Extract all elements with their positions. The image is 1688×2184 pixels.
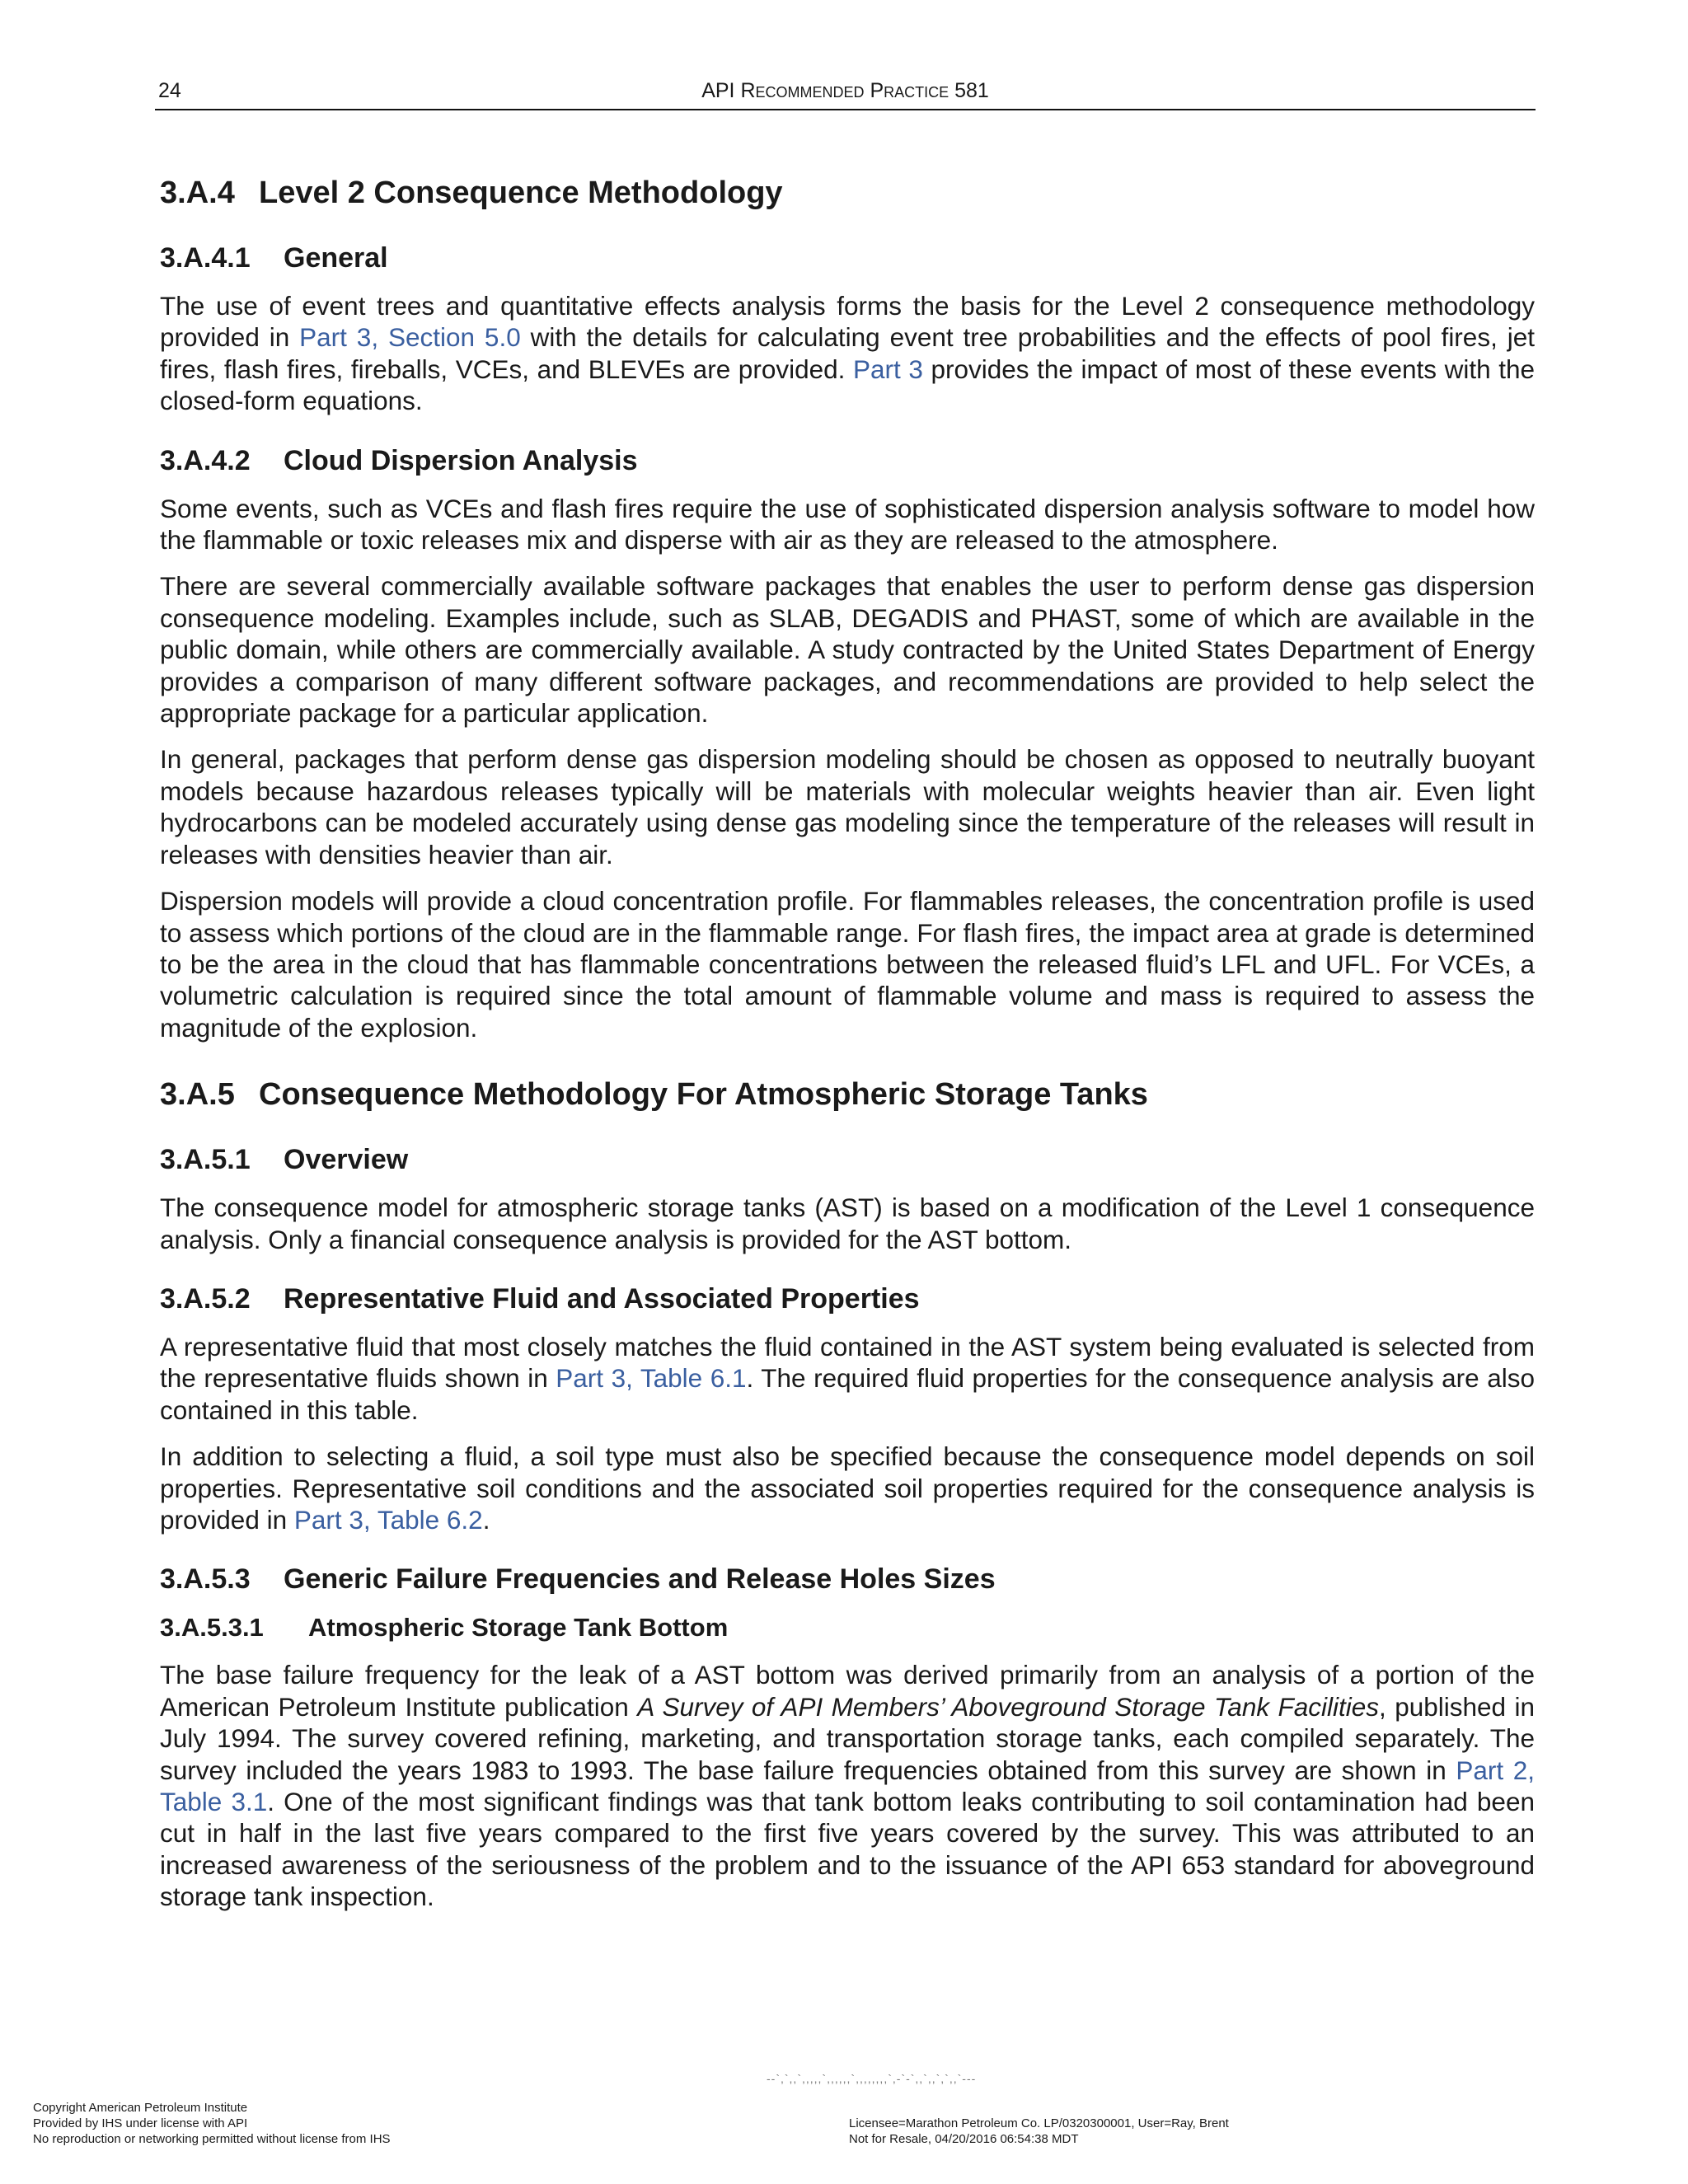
paragraph-overview: The consequence model for atmospheric storage tanks (AST) is based on a modification of the Level 1 consequence analysis. Only a financial consequence analysis is provided for the AST bottom.	[160, 1193, 1535, 1254]
subsection-heading-3a52	[160, 1282, 1535, 1316]
section-heading-3a5	[160, 1075, 1535, 1114]
subsection-title: Representative Fluid and Associated Properties	[284, 1282, 920, 1315]
text-run: , published in July 1994. The survey covered refining, marketing, and transportation storage tanks, each compiled separately. The survey included the years 1983 to 1993. The base failure frequencies obtained from this survey are shown in	[160, 1691, 1535, 1785]
footer-line: Copyright American Petroleum Institute	[33, 2101, 248, 2115]
paragraph-general	[160, 290, 1535, 417]
subsubsection-number: 3.A.5.3.1	[160, 1613, 264, 1643]
publication-title: A Survey of API Members’ Aboveground Storage Tank Facilities	[637, 1691, 1380, 1722]
subsection-number: 3.A.5.3	[160, 1563, 251, 1596]
page-body	[160, 173, 1535, 1928]
section-number: 3.A.4	[160, 176, 235, 210]
link-part3-table6-2[interactable]: Part 3, Table 6.2	[293, 1504, 483, 1535]
paragraph-dispersion-2: There are several commercially available software packages that enables the user to perform dense gas dispersion consequence modeling. Examples include, such as SLAB, DEGADIS and PHAST, some of which are available in the public domain, while others are commercially available. A study contracted by the United States Department of Energy provides a comparison of many different software packages, and recommendations are provided to help select the appropriate package for a particular application.	[160, 571, 1535, 729]
footer-line: Provided by IHS under license with API	[33, 2116, 248, 2130]
paragraph-dispersion-4: Dispersion models will provide a cloud concentration profile. For flammables releases, the concentration profile is used to assess which portions of the cloud are in the flammable range. For flash fires, the impact area at grade is determined to be the area in the cloud that has flammable concentrations between the released fluid’s LFL and UFL. For VCEs, a volumetric calculation is required since the total amount of flammable volume and mass is required to assess the magnitude of the explosion.	[160, 886, 1535, 1043]
text-run: .	[482, 1504, 490, 1535]
section-title: Level 2 Consequence Methodology	[259, 176, 783, 210]
subsubsection-heading-3a531	[160, 1611, 1535, 1644]
footer-line: Licensee=Marathon Petroleum Co. LP/0320300001, User=Ray, Brent	[849, 2116, 1229, 2130]
link-part3-section5[interactable]: Part 3, Section 5.0	[299, 322, 521, 353]
watermark-dots: --`,`,,`,,,,,`,,,,,,`,,,,,,,,`,-`-`,,`,,`,`,,`---	[767, 2072, 977, 2085]
footer-license	[849, 2116, 1229, 2147]
link-part3-table6-1[interactable]: Part 3, Table 6.1	[556, 1363, 747, 1394]
text-run: The base failure frequency for the leak of a AST bottom was derived primarily from an analysis of a portion of the American Petroleum Institute publication	[160, 1660, 1535, 1722]
subsection-number: 3.A.4.2	[160, 444, 251, 476]
page-number: 24	[158, 79, 181, 102]
paragraph-dispersion-3: In general, packages that perform dense gas dispersion modeling should be chosen as opposed to neutrally buoyant models because hazardous releases typically will be materials with molecular weights heavier than air. Even light hydrocarbons can be modeled accurately using dense gas modeling since the temperature of the releases will result in releases with densities heavier than air.	[160, 744, 1535, 869]
link-part3[interactable]: Part 3	[853, 354, 923, 384]
section-heading-3a4	[160, 173, 1535, 213]
paragraph-soil-type	[160, 1441, 1535, 1535]
subsection-heading-3a41	[160, 241, 1535, 275]
subsection-number: 3.A.5.2	[160, 1282, 251, 1315]
subsection-heading-3a53	[160, 1562, 1535, 1596]
paragraph-representative-fluid	[160, 1331, 1535, 1426]
link-part2-table3-1[interactable]: Part 2, Table 3.1	[160, 1755, 1536, 1816]
text-run: In addition to selecting a fluid, a soil type must also be specified because the consequence model depends on soil properties. Representative soil conditions and the associated soil properties required for the consequence analysis is provided in	[160, 1441, 1535, 1535]
footer-copyright	[33, 2100, 391, 2147]
subsection-number: 3.A.4.1	[160, 242, 251, 274]
paragraph-dispersion-1: Some events, such as VCEs and flash fires require the use of sophisticated dispersion analysis software to model how the flammable or toxic releases mix and disperse with air as they are released to the atmosphere.	[160, 493, 1535, 555]
running-title: API Recommended Practice 581	[701, 79, 989, 102]
section-title: Consequence Methodology For Atmospheric Storage Tanks	[259, 1077, 1148, 1113]
subsubsection-title: Atmospheric Storage Tank Bottom	[308, 1613, 729, 1643]
paragraph-tank-bottom	[160, 1659, 1535, 1912]
text-run: . The required fluid properties for the consequence analysis are also contained in this table.	[160, 1363, 1535, 1425]
text-run: . One of the most significant findings was that tank bottom leaks contributing to soil contamination had been cut in half in the last five years compared to the first five years covered by the survey. This was attributed to an increased awareness of the seriousness of the problem and to the issuance of the API 653 standard for aboveground storage tank inspection.	[160, 1787, 1535, 1912]
running-header	[155, 77, 1536, 110]
subsection-title: General	[284, 242, 388, 274]
text-run: A representative fluid that most closely matches the fluid contained in the AST system being evaluated is selected from the representative fluids shown in	[160, 1331, 1535, 1394]
text-run: provides the impact of most of these events with the closed-form equations.	[160, 354, 1535, 416]
footer-line: Not for Resale, 04/20/2016 06:54:38 MDT	[849, 2132, 1079, 2146]
subsection-title: Generic Failure Frequencies and Release Holes Sizes	[284, 1563, 996, 1596]
text-run: The use of event trees and quantitative effects analysis forms the basis for the Level 2 consequence methodology provided in	[160, 291, 1535, 353]
subsection-number: 3.A.5.1	[160, 1144, 251, 1176]
subsection-heading-3a42	[160, 443, 1535, 478]
footer-line: No reproduction or networking permitted without license from IHS	[33, 2132, 391, 2146]
subsection-title: Cloud Dispersion Analysis	[284, 444, 638, 476]
subsection-heading-3a51	[160, 1142, 1535, 1177]
section-number: 3.A.5	[160, 1077, 235, 1113]
text-run: with the details for calculating event tree probabilities and the effects of pool fires, jet fires, flash fires, fireballs, VCEs, and BLEVEs are provided.	[160, 322, 1535, 384]
subsection-title: Overview	[284, 1144, 409, 1176]
